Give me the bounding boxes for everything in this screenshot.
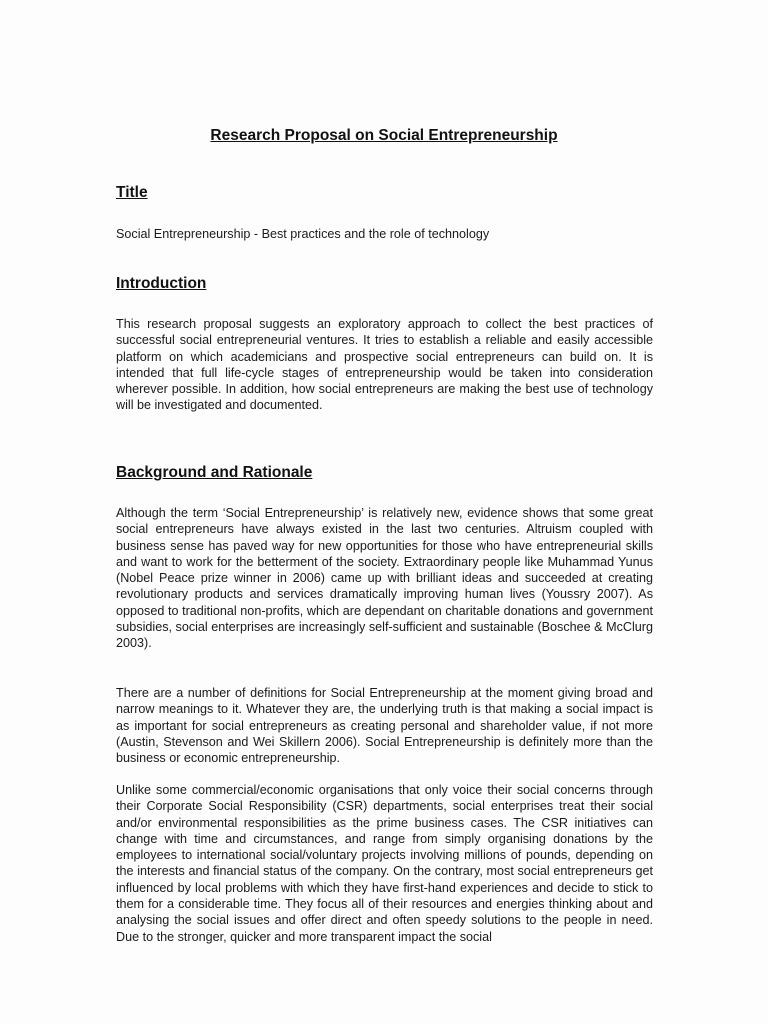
section-heading-introduction: Introduction xyxy=(116,275,207,292)
background-paragraph-1: Although the term ‘Social Entrepreneurship’ is relatively new, evidence shows that some great social entrepreneurs have always existed in the last two centuries. Altruism coupled with business sense has paved way for new opportunities for those who have entrepreneurial skills and want to work for the betterment of the society. Extraordinary people like Muhammad Yunus (Nobel Peace prize winner in 2006) came up with brilliant ideas and succeeded at creating revolutionary products and services dramatically improving human lives (Youssry 2007). As opposed to traditional non-profits, which are dependant on charitable donations and government subsidies, social enterprises are increasingly self-sufficient and sustainable (Boschee & McClurg 2003). xyxy=(116,506,653,651)
background-paragraph-3: Unlike some commercial/economic organisations that only voice their social concerns through their Corporate Social Responsibility (CSR) departments, social enterprises treat their social and/or environmental responsibilities as the prime business cases. The CSR initiatives can change with time and circumstances, and range from simply organising donations by the employees to international social/voluntary projects involving millions of pounds, depending on the interests and financial status of the company. On the contrary, most social entrepreneurs get influenced by local problems with which they have first-hand experiences and decide to stick to them for a considerable time. They focus all of their resources and energies thinking about and analysing the social issues and offer direct and often speedy solutions to the people in need. Due to the stronger, quicker and more transparent impact the social xyxy=(116,783,653,944)
background-paragraph-2: There are a number of definitions for Social Entrepreneurship at the moment giving broad and narrow meanings to it. Whatever they are, the underlying truth is that making a social impact is as important for social entrepreneurs as creating personal and shareholder value, if not more (Austin, Stevenson and Wei Skillern 2006). Social Entrepreneurship is definitely more than the business or economic entrepreneurship. xyxy=(116,686,653,766)
section-heading-title: Title xyxy=(116,184,148,201)
title-paragraph: Social Entrepreneurship - Best practices and the role of technology xyxy=(116,227,490,241)
introduction-paragraph: This research proposal suggests an exploratory approach to collect the best practices of successful social entrepreneurial ventures. It tries to establish a reliable and easily accessible platform on which academicians and prospective social entrepreneurs can build on. It is intended that full life-cycle stages of entrepreneurship would be taken into consideration wherever possible. In addition, how social entrepreneurs are making the best use of technology will be investigated and documented. xyxy=(116,317,653,413)
section-heading-background: Background and Rationale xyxy=(116,464,313,481)
document-title: Research Proposal on Social Entrepreneurship xyxy=(210,127,558,144)
